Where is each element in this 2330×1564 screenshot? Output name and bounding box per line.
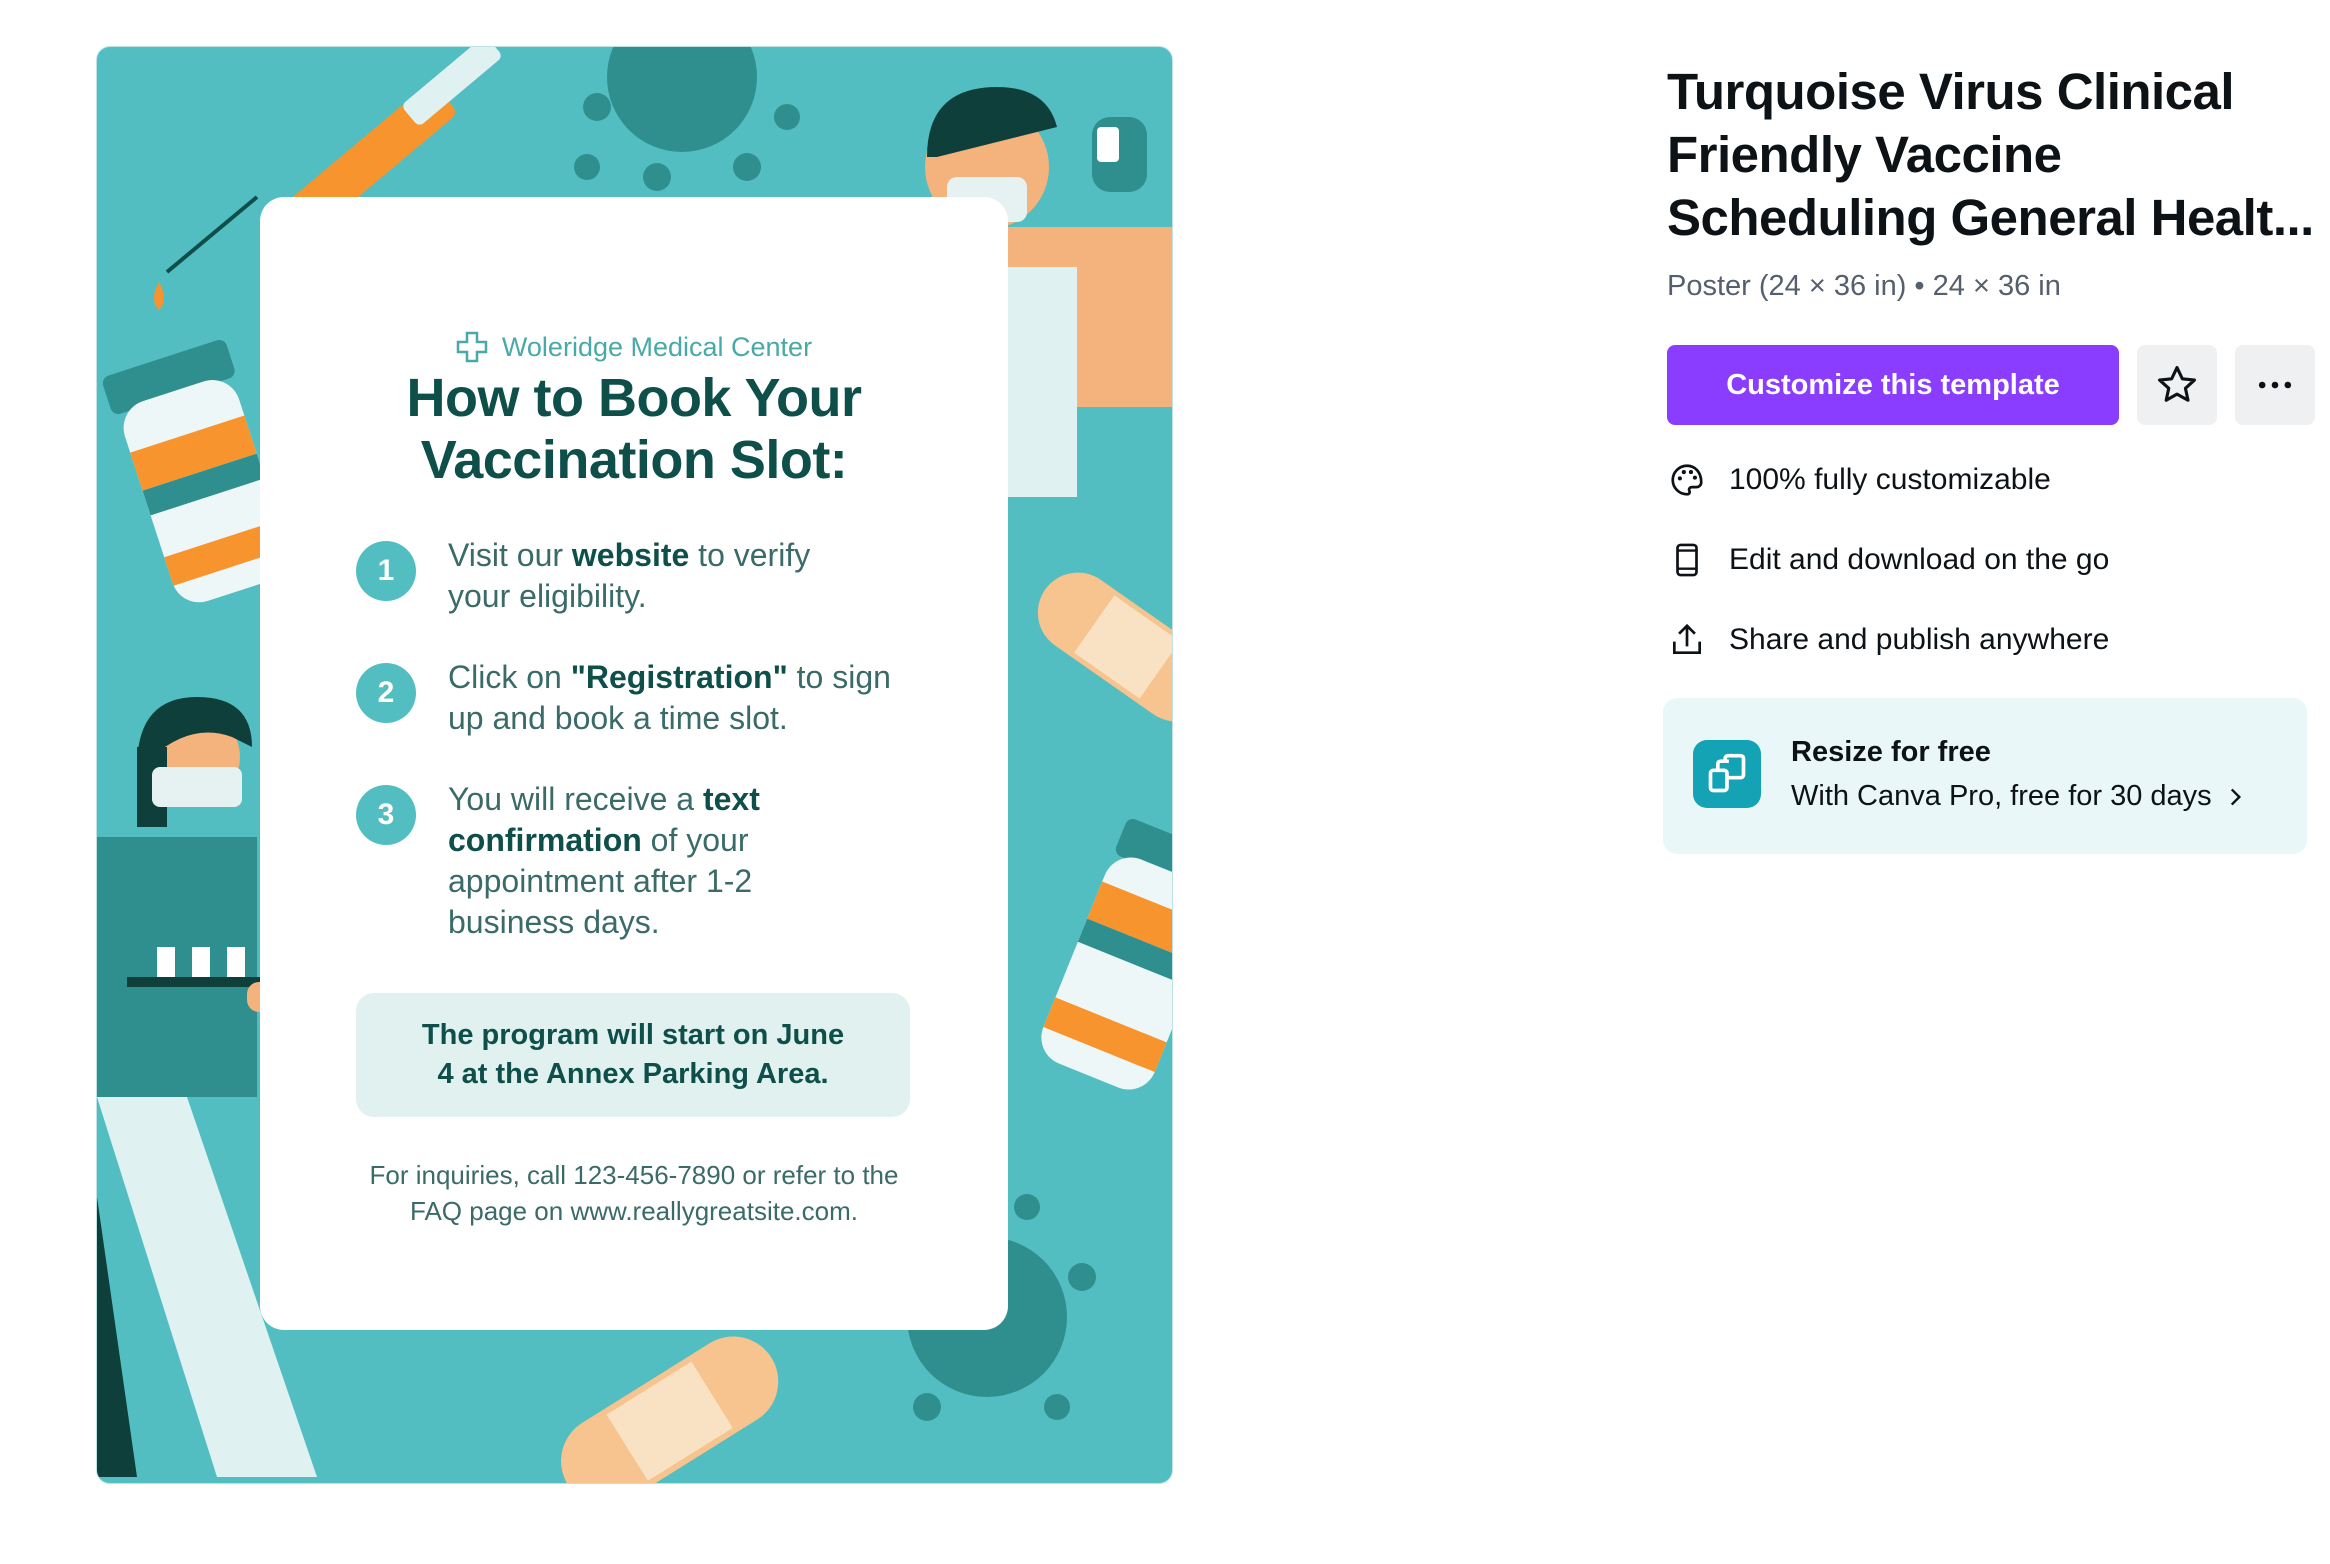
vial-icon <box>1033 817 1172 1098</box>
chevron-right-icon <box>2222 784 2248 810</box>
step-text: Visit our website to verify your eligibility. <box>448 537 811 614</box>
bandage-icon <box>544 1319 795 1483</box>
feature-label: Share and publish anywhere <box>1729 623 2110 656</box>
poster-card <box>260 197 1008 1330</box>
star-icon <box>2155 363 2199 407</box>
customize-template-button[interactable]: Customize this template <box>1667 345 2119 425</box>
step-3 <box>356 779 916 943</box>
medical-cross-icon <box>456 331 488 363</box>
feature-label: 100% fully customizable <box>1729 463 2051 496</box>
bandage-icon <box>1022 557 1172 737</box>
template-subtitle: Poster (24 × 36 in) • 24 × 36 in <box>1667 270 2061 302</box>
template-preview[interactable] <box>96 46 1173 1484</box>
upload-icon <box>1667 620 1707 660</box>
clinic-name: Woleridge Medical Center <box>501 331 813 362</box>
feature-share <box>1667 620 2109 660</box>
step-2 <box>356 657 916 739</box>
more-options-button[interactable] <box>2235 345 2315 425</box>
virus-icon <box>574 47 800 191</box>
palette-icon <box>1667 460 1707 500</box>
favorite-button[interactable] <box>2137 345 2217 425</box>
step-1 <box>356 535 916 617</box>
feature-customizable <box>1667 460 2051 500</box>
poster-heading <box>300 367 968 491</box>
step-text: Click on "Registration" to sign up and book a time slot. <box>448 659 891 736</box>
program-callout: The program will start on June 4 at the Annex Parking Area. <box>356 993 910 1117</box>
step-number: 3 <box>356 785 416 845</box>
clinic-header <box>260 331 1008 363</box>
phone-icon <box>1667 540 1707 580</box>
resize-promo-card[interactable] <box>1663 698 2307 854</box>
step-number: 2 <box>356 663 416 723</box>
resize-title: Resize for free <box>1791 736 1991 768</box>
step-text: You will receive a text confirmation of your appointment after 1-2 business days. <box>448 781 760 940</box>
feature-label: Edit and download on the go <box>1729 543 2110 576</box>
resize-icon <box>1693 740 1761 808</box>
resize-subtitle-text: With Canva Pro, free for 30 days <box>1791 780 2212 812</box>
resize-subtitle[interactable] <box>1791 780 2248 813</box>
poster-heading-line: How to Book Your <box>406 368 862 428</box>
more-horizontal-icon <box>2253 363 2297 407</box>
template-title: Turquoise Virus Clinical Friendly Vaccine Scheduling General Healt... <box>1667 63 2314 246</box>
feature-mobile <box>1667 540 2109 580</box>
step-number: 1 <box>356 541 416 601</box>
poster-heading-line: Vaccination Slot: <box>420 430 848 490</box>
inquiry-text: For inquiries, call 123-456-7890 or refer to the FAQ page on www.reallygreatsite.com. <box>369 1160 899 1226</box>
